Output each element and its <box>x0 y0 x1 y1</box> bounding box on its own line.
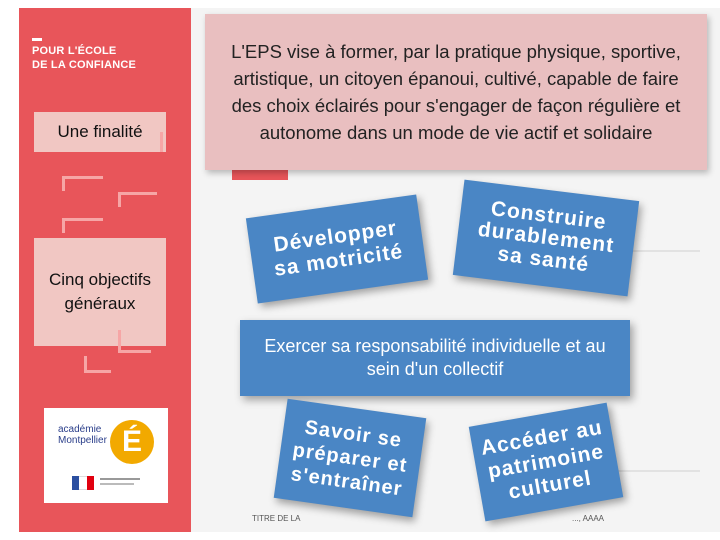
finalite-box <box>34 112 166 152</box>
accent-bar <box>232 170 288 180</box>
finalite-label: Une finalité <box>57 122 143 141</box>
footer-right: ..., AAAA <box>572 514 605 523</box>
logo-letter: É <box>121 425 142 458</box>
deco-bracket <box>84 356 111 373</box>
intro-card <box>205 14 707 170</box>
republique-flag-icon <box>72 476 94 490</box>
objective-preparer <box>274 399 427 518</box>
brand-logo-text <box>32 44 136 72</box>
objectifs-label: Cinq objectifs généraux <box>48 270 152 313</box>
objective-responsabilite <box>240 320 630 396</box>
objective-preparer-text: Savoir se préparer et s'entraîner <box>289 416 409 501</box>
deco-bracket <box>62 218 103 233</box>
deco-bracket <box>152 132 163 152</box>
logo-letter-badge <box>110 420 154 464</box>
deco-bracket <box>62 176 103 191</box>
brand-line-1: POUR L'ÉCOLE <box>32 45 117 57</box>
academie-logo <box>44 408 168 503</box>
objective-responsabilite-text: Exercer sa responsabilité individuelle et au sein d'un collectif <box>264 336 606 379</box>
brand-line-2: DE LA CONFIANCE <box>32 59 137 71</box>
objective-motricite-text: Développer sa motricité <box>272 216 405 281</box>
logo-line-1: académie <box>58 424 102 435</box>
footer-left: TITRE DE LA <box>252 514 301 523</box>
objective-patrimoine-text: Accéder au patrimoine culturel <box>479 415 606 504</box>
deco-bracket <box>118 192 157 207</box>
deco-bracket <box>118 330 151 353</box>
logo-text-line <box>100 478 140 480</box>
intro-text: L'EPS vise à former, par la pratique physique, sportive, artistique, un citoyen épanoui, cultivé, capable de faire des choix éclairés pour s'engager de façon régulière et autonome dans un mode de vie actif et solidaire <box>231 41 681 143</box>
logo-line-2: Montpellier <box>58 435 107 446</box>
brand-mark <box>32 38 42 41</box>
logo-text-line <box>100 483 134 485</box>
objective-sante-text: Construire durablement sa santé <box>476 197 616 277</box>
